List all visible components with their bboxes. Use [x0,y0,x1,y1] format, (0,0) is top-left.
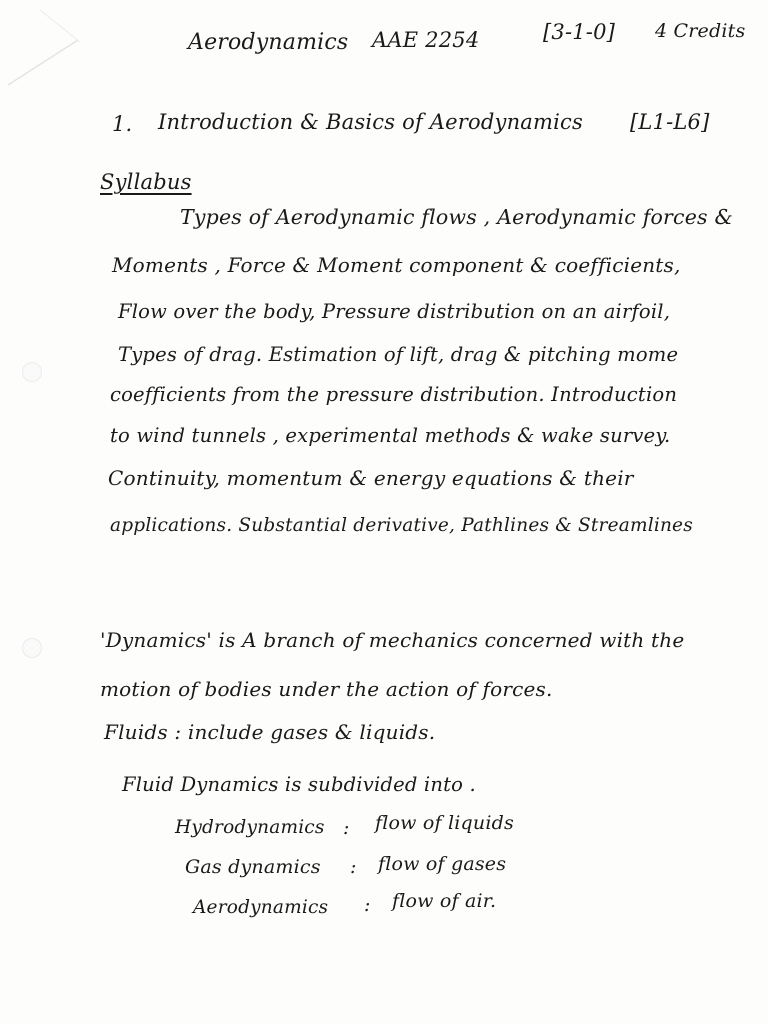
subdivision-separator: : [343,817,350,839]
unit-lectures: [L1-L6] [630,110,710,134]
subdivision-description: flow of liquids [375,812,514,834]
definition-line: Fluids : include gases & liquids. [104,720,436,744]
syllabus-line: Types of drag. Estimation of lift, drag & pitching mome [118,343,679,366]
syllabus-line: coefficients from the pressure distribution. Introduction [110,383,678,406]
course-title: Aerodynamics [188,30,349,55]
subdivision-term: Hydrodynamics [175,817,325,838]
definition-line: motion of bodies under the action of forces. [100,677,553,701]
syllabus-heading: Syllabus [100,170,192,194]
subdivision-description: flow of gases [378,853,507,875]
subdivision-separator: : [364,894,371,916]
syllabus-line: Continuity, momentum & energy equations & their [108,466,634,490]
subdivision-separator: : [350,856,357,878]
syllabus-line: to wind tunnels , experimental methods & wake survey. [110,424,671,447]
subdivision-term: Gas dynamics [185,856,321,878]
ltp-structure: [3-1-0] [543,20,616,44]
definition-line: 'Dynamics' is A branch of mechanics concerned with the [100,628,685,652]
punch-hole-mark [22,362,42,382]
subdivision-term: Aerodynamics [193,897,329,918]
syllabus-line: Flow over the body, Pressure distribution on an airfoil, [118,300,671,323]
course-code: AAE 2254 [372,28,480,52]
page-fold-mark [0,0,90,90]
syllabus-line: applications. Substantial derivative, Pathlines & Streamlines [110,515,693,536]
unit-title: Introduction & Basics of Aerodynamics [158,110,583,134]
unit-number: 1. [112,112,133,136]
subdivision-description: flow of air. [392,890,497,912]
syllabus-line: Moments , Force & Moment component & coefficients, [112,253,681,277]
punch-hole-mark [22,638,42,658]
subdivision-intro: Fluid Dynamics is subdivided into . [122,773,476,796]
syllabus-line: Types of Aerodynamic flows , Aerodynamic forces & [180,205,733,229]
credits-label: 4 Credits [655,20,746,42]
